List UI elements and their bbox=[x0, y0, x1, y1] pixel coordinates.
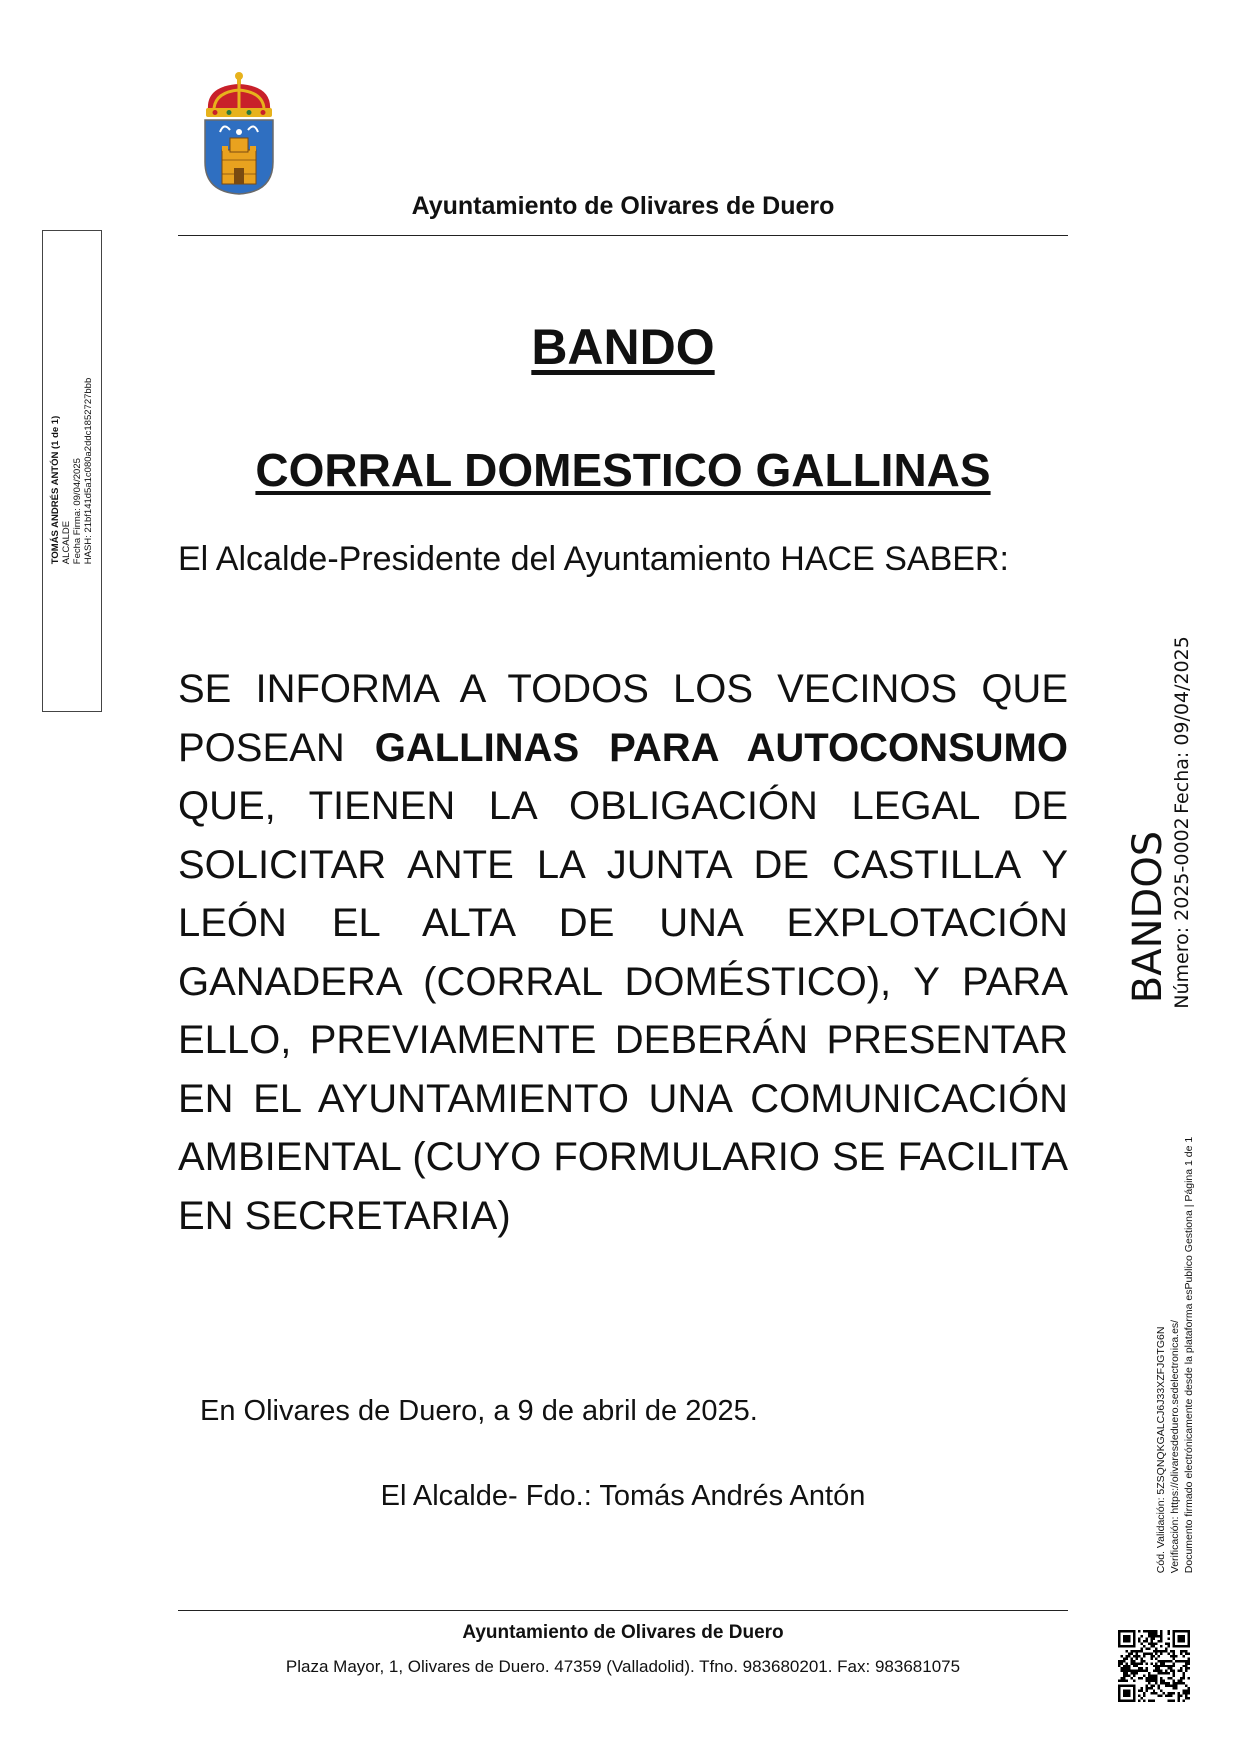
header-title: Ayuntamiento de Olivares de Duero bbox=[411, 192, 835, 220]
subject-title: CORRAL DOMESTICO GALLINAS bbox=[255, 444, 991, 496]
footer-address: Plaza Mayor, 1, Olivares de Duero. 47359 (Valladolid). Tfno. 983680201. Fax: 983681075 bbox=[285, 1657, 961, 1676]
bando-title: BANDO bbox=[531, 319, 715, 375]
mayor-signature: El Alcalde- Fdo.: Tomás Andrés Antón bbox=[380, 1480, 866, 1512]
announcement-bold-text: GALLINAS PARA AUTOCONSUMO bbox=[374, 725, 1068, 770]
announcement-text-1: SE INFORMA A TODOS LOS VECINOS QUE POSEAN bbox=[178, 667, 1068, 770]
verification-url: Verificación: https://olivaresdeduero.sedelectronica.es/ bbox=[1169, 1319, 1181, 1574]
signer-name: TOMÁS ANDRÉS ANTÓN (1 de 1) bbox=[50, 415, 61, 565]
announcement-paragraph bbox=[178, 660, 1068, 1245]
intro-paragraph: El Alcalde-Presidente del Ayuntamiento HACE SABER: bbox=[178, 540, 1009, 578]
footer-name: Ayuntamiento de Olivares de Duero bbox=[462, 1622, 784, 1643]
place-date: En Olivares de Duero, a 9 de abril de 2025. bbox=[200, 1395, 758, 1427]
header-divider bbox=[178, 235, 1068, 236]
announcement-text-2: QUE, TIENEN LA OBLIGACIÓN LEGAL DE SOLICITAR ANTE LA JUNTA DE CASTILLA Y LEÓN EL ALTA DE UNA EXPLOTACIÓN GANADERA (CORRAL DOMÉSTICO), Y PARA ELLO, PREVIAMENTE DEBERÁN PRESENTAR EN EL AYUNTAMIENTO UNA COMUNICACIÓN AMBIENTAL (CUYO FORMULARIO SE FACILITA EN SECRETARIA) bbox=[178, 784, 1068, 1238]
signer-role: ALCALDE bbox=[61, 520, 72, 565]
validation-code: Cód. Validación: 5ZSQNQKGALCJ6J33XZFJGTG6N bbox=[1155, 1326, 1167, 1574]
signature-hash: HASH: 21bf141d5a1c080a2ddc1852727bbb bbox=[83, 377, 94, 565]
footer-divider bbox=[178, 1610, 1068, 1611]
signature-date: Fecha Firma: 09/04/2025 bbox=[72, 458, 83, 565]
coat-of-arms-logo bbox=[200, 70, 278, 196]
verification-note: Documento firmado electrónicamente desde la plataforma esPublico Gestiona | Página 1 de 1 bbox=[1183, 1136, 1195, 1574]
qr-code-icon bbox=[1118, 1630, 1190, 1702]
